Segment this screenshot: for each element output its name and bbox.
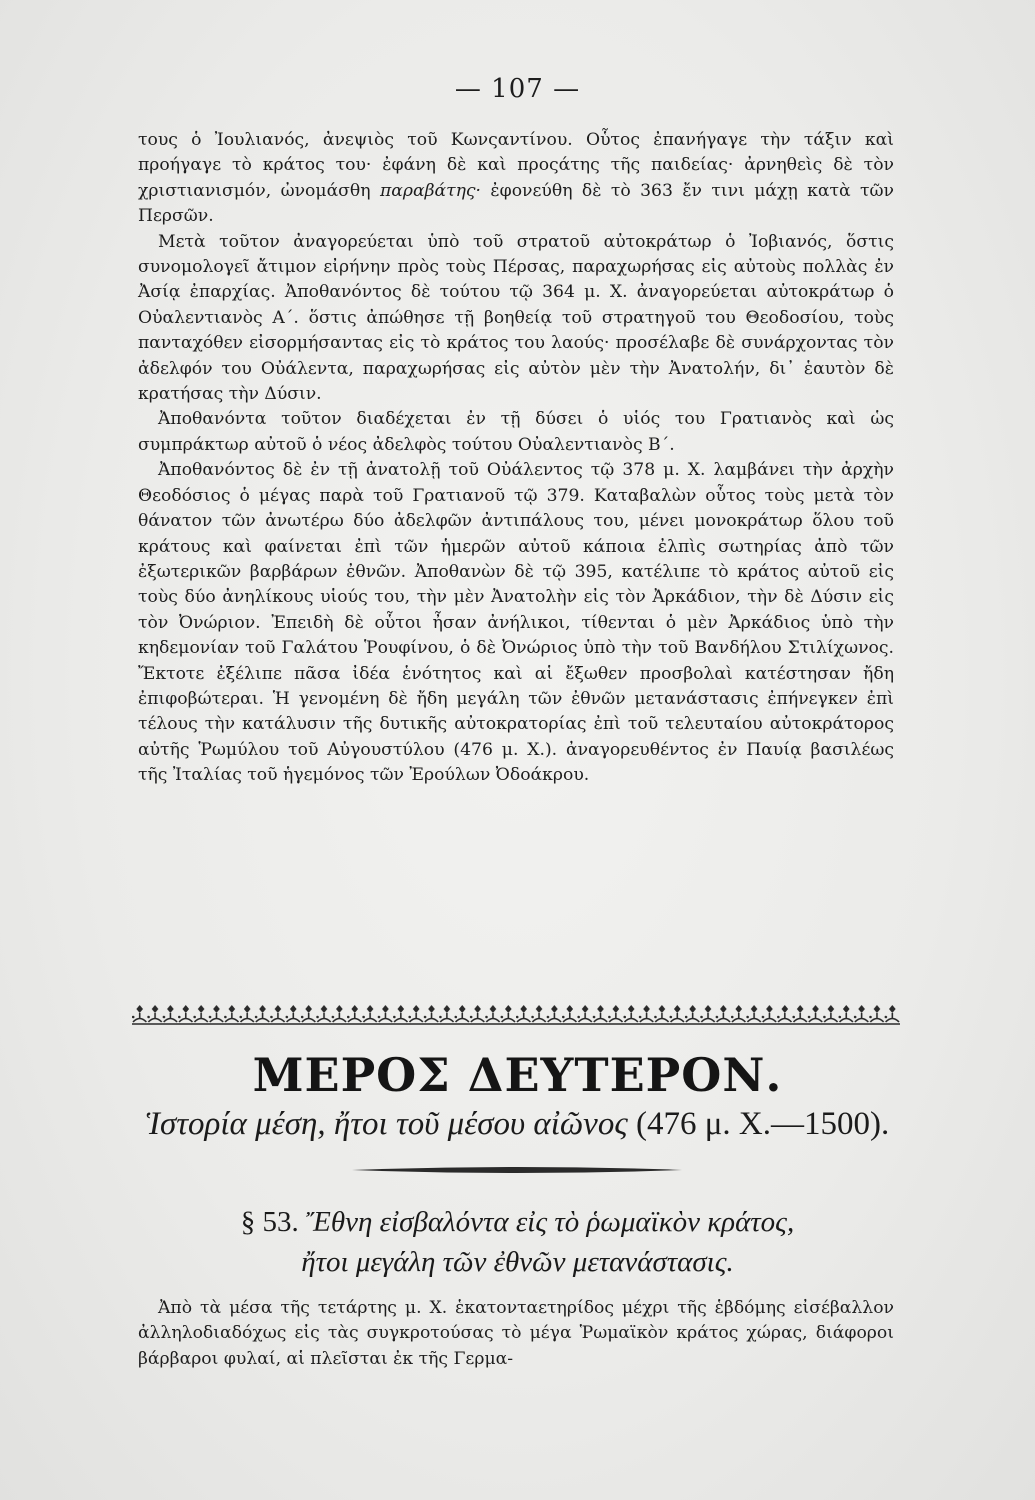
paragraph-gratian: Ἀποθανόντα τοῦτον διαδέχεται ἐν τῇ δύσει ὁ υἱός του Γρατιανὸς καὶ ὡς συμπράκτωρ αὐτοῦ ὁ νέος ἀδελφὸς τούτου Οὐαλεντιανὸς Β΄.: [138, 409, 894, 455]
section-title-line-1: Ἔθνη εἰσβαλόντα εἰς τὸ ῥωμαϊκὸν κράτος,: [298, 1206, 795, 1238]
paragraph-jovian: Μετὰ τοῦτον ἀναγορεύεται ὑπὸ τοῦ στρατοῦ αὐτοκράτωρ ὁ Ἰοβιανός, ὅστις συνομολογεῖ ἄτιμον εἰρήνην πρὸς τοὺς Πέρσας, παραχωρήσας εἰς αὐτοὺς πολλὰς ἐν Ἀσίᾳ ἐπαρχίας. Ἀποθανόντος δὲ τούτου τῷ 364 μ. Χ. ἀναγορεύεται αὐτοκράτωρ ὁ Οὐαλεντιανὸς Α΄. ὅστις ἀπώθησε τῇ βοηθείᾳ τοῦ στρατηγοῦ του Θεοδοσίου, τοὺς πανταχόθεν εἰσορμήσαντας εἰς τὸ κράτος του λαούς· προσέλαβε δὲ συνάρχοντας τὸν ἀδελφόν του Οὐάλεντα, παραχωρήσας εἰς αὐτὸν μὲν τὴν Ἀνατολήν, δι᾽ ἑαυτὸν δὲ κρατήσας τὴν Δύσιν.: [138, 231, 894, 405]
decorative-rule: [352, 1165, 682, 1175]
part-subtitle-dates: (476 μ. Χ.—1500).: [627, 1106, 890, 1142]
ornamental-border: [132, 1003, 900, 1025]
section-heading: [0, 1202, 1035, 1282]
part-subtitle: [0, 1106, 1035, 1143]
paragraph-migration: Ἀπὸ τὰ μέσα τῆς τετάρτης μ. Χ. ἑκατονταετηρίδος μέχρι τῆς ἑβδόμης εἰσέβαλλον ἀλληλοδιαδόχως εἰς τὰς συγκροτούσας τὸ μέγα Ῥωμαϊκὸν κράτος χώρας, διάφοροι βάρβαροι φυλαί, αἱ πλεῖσται ἐκ τῆς Γερμα-: [138, 1298, 894, 1369]
paragraph-julian-text-a: τους ὁ Ἰουλιανός, ἀνεψιὸς τοῦ Κωνςαντίνου. Οὗτος ἐπανήγαγε τὴν τάξιν καὶ προήγαγε τὸ κράτος του· ἐφάνη δὲ καὶ προςάτης τῆς παιδείας· ἀρνηθεὶς δὲ τὸν χριστιανισμόν, ὠνομάσθη: [138, 130, 894, 201]
paragraph-julian-emphasis: παραβάτης·: [379, 180, 482, 201]
bottom-text-block: [138, 1296, 894, 1372]
section-heading-line-1: [0, 1202, 1035, 1242]
part-title: ΜΕΡΟΣ ΔΕΥΤΕΡΟΝ.: [252, 1048, 783, 1102]
paragraph-julian: [138, 128, 894, 230]
part-subtitle-italic: Ἱστορία μέση, ἤτοι τοῦ μέσου αἰῶνος: [145, 1106, 628, 1142]
top-text-block: [138, 128, 894, 789]
section-number: § 53.: [240, 1206, 299, 1238]
paragraph-julian-text-b: ἐφονεύθη δὲ τὸ 363 ἔν τινι μάχῃ κατὰ τῶν Περσῶν.: [138, 180, 894, 227]
page-number: — 107 —: [454, 74, 581, 104]
section-title-line-2: ἤτοι μεγάλη τῶν ἐθνῶν μετανάστασις.: [301, 1246, 734, 1278]
paragraph-theodosius: Ἀποθανόντος δὲ ἐν τῇ ἀνατολῇ τοῦ Οὐάλεντος τῷ 378 μ. Χ. λαμβάνει τὴν ἀρχὴν Θεοδόσιος ὁ μέγας παρὰ τοῦ Γρατιανοῦ τῷ 379. Καταβαλὼν οὗτος τοὺς μετὰ τὸν θάνατον τῶν ἀνωτέρω δύο ἀδελφῶν ἀντιπάλους του, μένει μονοκράτωρ ὅλου τοῦ κράτους καὶ φαίνεται ἐπὶ τῶν ἡμερῶν αὐτοῦ κάποια ἐλπὶς σωτηρίας ἀπὸ τῶν ἐξωτερικῶν βαρβάρων ἐθνῶν. Ἀποθανὼν δὲ τῷ 395, κατέλιπε τὸ κράτος αὐτοῦ εἰς τοὺς δύο ἀνηλίκους υἱούς του, τὴν μὲν Ἀνατολὴν εἰς τὸν Ἀρκάδιον, τὴν δὲ Δύσιν εἰς τὸν Ὀνώριον. Ἐπειδὴ δὲ οὗτοι ἦσαν ἀνήλικοι, τίθενται ὁ μὲν Ἀρκάδιος ὑπὸ τὴν κηδεμονίαν τοῦ Γαλάτου Ῥουφίνου, ὁ δὲ Ὀνώριος ὑπὸ τὴν τοῦ Βανδήλου Στιλίχωνος. Ἔκτοτε ἐξέλιπε πᾶσα ἰδέα ἑνότητος καὶ αἱ ἔξωθεν προσβολαὶ κατέστησαν ἤδη ἐπιφοβώτεραι. Ἡ γενομένη δὲ ἤδη μεγάλη τῶν ἐθνῶν μετανάστασις ἐπήνεγκεν ἐπὶ τέλους τὴν κατάλυσιν τῆς δυτικῆς αὐτοκρατορίας ἐπὶ τοῦ τελευταίου αὐτοκράτορος αὐτῆς Ῥωμύλου τοῦ Αὐγουστύλου (476 μ. Χ.). ἀναγορευθέντος ἐν Παυίᾳ βασιλέως τῆς Ἰταλίας τοῦ ἡγεμόνος τῶν Ἐρούλων Ὀδοάκρου.: [138, 460, 894, 786]
